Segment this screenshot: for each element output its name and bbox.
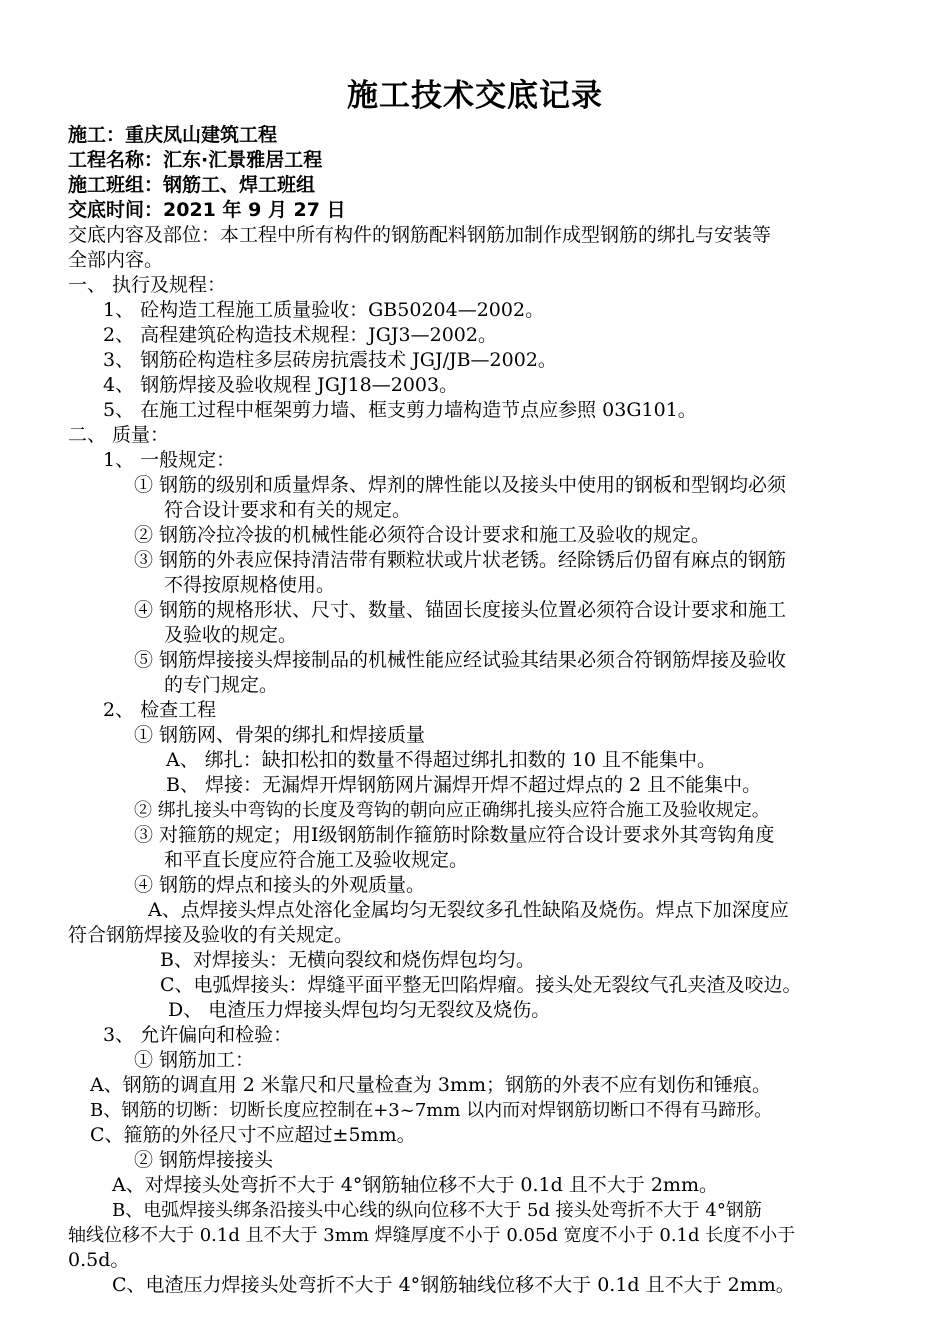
list-item: A、对焊接头处弯折不大于 4°钢筋轴位移不大于 0.1d 且不大于 2mm。 (112, 1174, 718, 1196)
section-heading: 二、 质量： (68, 424, 170, 446)
section-heading: 一、 执行及规程： (68, 274, 227, 296)
header-project-name: 工程名称：汇东·汇景雅居工程 (68, 149, 323, 171)
list-item: 的专门规定。 (164, 674, 279, 696)
list-item: 5、 在施工过程中框架剪力墙、框支剪力墙构造节点应参照 03G101。 (103, 399, 697, 421)
subsection-heading: 2、 检查工程 (103, 699, 217, 721)
header-date: 交底时间：2021 年 9 月 27 日 (68, 199, 346, 221)
list-item: 符合钢筋焊接及验收的有关规定。 (68, 924, 354, 946)
list-item: 4、 钢筋焊接及验收规程 JGJ18—2003。 (103, 374, 459, 396)
list-item: ① 钢筋加工： (134, 1049, 255, 1071)
list-item: C、箍筋的外径尺寸不应超过±5mm。 (90, 1124, 416, 1146)
list-item: ① 钢筋的级别和质量焊条、焊剂的牌性能以及接头中使用的钢板和型钢均必须 (134, 474, 787, 496)
subsection-heading: 3、 允许偏向和检验： (103, 1024, 293, 1046)
list-item: B、 焊接：无漏焊开焊钢筋网片漏焊开焊不超过焊点的 2 且不能集中。 (166, 774, 762, 796)
list-item: ③ 对箍筋的规定；用Ⅰ级钢筋制作箍筋时除数量应符合设计要求外其弯钩角度 (134, 824, 775, 846)
list-item: B、电弧焊接头绑条沿接头中心线的纵向位移不大于 5d 接头处弯折不大于 4°钢筋 (112, 1200, 762, 1221)
list-item: ④ 钢筋的规格形状、尺寸、数量、锚固长度接头位置必须符合设计要求和施工 (134, 599, 787, 621)
header-construction: 施工：重庆凤山建筑工程 (68, 124, 278, 146)
subsection-heading: 1、 一般规定： (103, 449, 236, 471)
list-item: 及验收的规定。 (164, 624, 298, 646)
list-item: ② 绑扎接头中弯钩的长度及弯钩的朝向应正确绑扎接头应符合施工及验收规定。 (134, 800, 770, 821)
list-item: ② 钢筋冷拉冷拔的机械性能必须符合设计要求和施工及验收的规定。 (134, 524, 711, 546)
doc-title: 施工技术交底记录 (347, 78, 603, 114)
list-item: 2、 高程建筑砼构造技术规程：JGJ3—2002。 (103, 324, 497, 346)
list-item: 和平直长度应符合施工及验收规定。 (164, 849, 469, 871)
list-item: B、对焊接头：无横向裂纹和烧伤焊包均匀。 (160, 949, 535, 971)
content-intro-line: 交底内容及部位：本工程中所有构件的钢筋配料钢筋加制作成型钢筋的绑扎与安装等 (68, 224, 772, 246)
list-item: 0.5d。 (68, 1249, 130, 1271)
list-item: 1、 砼构造工程施工质量验收：GB50204—2002。 (103, 299, 545, 321)
header-team: 施工班组：钢筋工、焊工班组 (68, 174, 316, 196)
list-item: ⑤ 钢筋焊接接头焊接制品的机械性能应经试验其结果必须合符钢筋焊接及验收 (134, 649, 787, 671)
list-item: 3、 钢筋砼构造柱多层砖房抗震技术 JGJ/JB—2002。 (103, 349, 557, 371)
list-item: A、 绑扎：缺扣松扣的数量不得超过绑扎扣数的 10 且不能集中。 (166, 749, 717, 771)
list-item: A、点焊接头焊点处溶化金属均匀无裂纹多孔性缺陷及烧伤。焊点下加深度应 (148, 899, 789, 921)
list-item: ④ 钢筋的焊点和接头的外观质量。 (134, 874, 426, 896)
list-item: D、 电渣压力焊接头焊包均匀无裂纹及烧伤。 (168, 999, 551, 1021)
list-item: A、钢筋的调直用 2 米靠尺和尺量检查为 3mm；钢筋的外表不应有划伤和锤痕。 (90, 1074, 772, 1096)
list-item: ① 钢筋网、骨架的绑扎和焊接质量 (134, 724, 426, 746)
list-item: 不得按原规格使用。 (164, 574, 336, 596)
list-item: 符合设计要求和有关的规定。 (164, 499, 412, 521)
list-item: ③ 钢筋的外表应保持清洁带有颗粒状或片状老锈。经除锈后仍留有麻点的钢筋 (134, 549, 787, 571)
list-item: C、电渣压力焊接头处弯折不大于 4°钢筋轴线位移不大于 0.1d 且不大于 2mm。 (112, 1274, 795, 1296)
list-item: C、电弧焊接头：焊缝平面平整无凹陷焊瘤。接头处无裂纹气孔夹渣及咬边。 (160, 974, 802, 996)
list-item: 轴线位移不大于 0.1d 且不大于 3mm 焊缝厚度不小于 0.05d 宽度不小于 0.1d 长度不小于 (68, 1225, 796, 1246)
list-item: ② 钢筋焊接接头 (134, 1149, 274, 1171)
list-item: B、钢筋的切断：切断长度应控制在+3~7mm 以内而对焊钢筋切断口不得有马蹄形。 (90, 1100, 773, 1121)
content-intro-line: 全部内容。 (68, 249, 164, 271)
